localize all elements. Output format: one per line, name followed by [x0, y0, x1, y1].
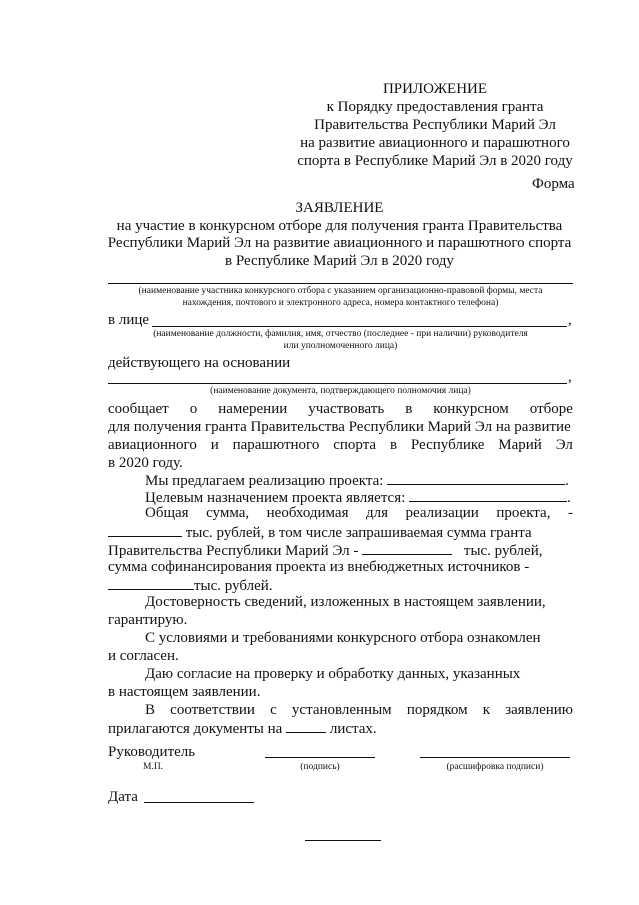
- word: участвовать: [308, 401, 385, 417]
- sum-text: Правительства Республики Марий Эл -: [108, 543, 359, 559]
- appendix-title: ПРИЛОЖЕНИЕ: [382, 81, 488, 97]
- paragraph-line: [145, 701, 573, 719]
- document-hint: (наименование документа, подтверждающего полномочия лица): [210, 386, 471, 396]
- word: реализации: [405, 505, 479, 521]
- participant-field-line[interactable]: [108, 283, 573, 284]
- head-label: Руководитель: [108, 744, 196, 760]
- stamp-label: М.П.: [143, 762, 164, 772]
- sum-text: тыс. рублей.: [194, 578, 273, 594]
- paragraph-line: в настоящем заявлении.: [108, 684, 261, 700]
- paragraph-line: Достоверность сведений, изложенных в настоящем заявлении,: [145, 594, 546, 610]
- paragraph-line: для получения гранта Правительства Республики Марий Эл на развитие: [108, 419, 571, 435]
- word: авиационного: [108, 437, 197, 453]
- grant-sum-field[interactable]: [362, 540, 452, 555]
- basis-label: действующего на основании: [108, 355, 291, 371]
- word: Марий: [498, 437, 542, 453]
- paragraph-line: Даю согласие на проверку и обработку данных, указанных: [145, 666, 521, 682]
- in-person-label: в лице: [108, 312, 150, 328]
- document-title: ЗАЯВЛЕНИЕ: [295, 200, 384, 216]
- word: порядком: [406, 702, 468, 718]
- signature-line[interactable]: [265, 757, 375, 758]
- appendix-line: Правительства Республики Марий Эл: [314, 117, 556, 133]
- paragraph-line: гарантирую.: [108, 612, 188, 628]
- subtitle-line: Республики Марий Эл на развитие авиационного и парашютного спорта: [107, 235, 572, 251]
- purpose-label: Целевым назначением проекта является:: [145, 490, 406, 506]
- decryption-line[interactable]: [420, 757, 570, 758]
- cofinancing-sum-field[interactable]: [108, 575, 194, 590]
- sum-row-total: [108, 522, 573, 542]
- sum-text: тыс. рублей,: [463, 543, 543, 559]
- word: и: [210, 437, 219, 453]
- period: .: [565, 473, 569, 489]
- subtitle-line: на участие в конкурсном отборе для получения гранта Правительства: [116, 218, 563, 234]
- paragraph-line: [145, 504, 573, 522]
- attached-row: [108, 718, 377, 738]
- word: соответствии: [170, 702, 255, 718]
- appendix-line: к Порядку предоставления гранта: [326, 99, 544, 115]
- word: к: [482, 702, 491, 718]
- paragraph-line: [108, 436, 573, 454]
- project-field[interactable]: [387, 470, 565, 485]
- comma: ,: [568, 312, 572, 328]
- attached-text: листах.: [329, 721, 377, 737]
- subtitle-line: в Республике Марий Эл в 2020 году: [225, 253, 454, 269]
- word: проекта,: [496, 505, 551, 521]
- word: с: [270, 702, 277, 718]
- paragraph-line: сумма софинансирования проекта из внебюджетных источников -: [108, 559, 530, 575]
- participant-hint: нахождения, почтового и электронного адреса, номера контактного телефона): [182, 298, 499, 308]
- representative-field-line[interactable]: [152, 326, 567, 327]
- word: сообщает: [108, 401, 169, 417]
- sheets-count-field[interactable]: [286, 718, 326, 733]
- date-label: Дата: [108, 789, 138, 805]
- decryption-hint: (расшифровка подписи): [446, 762, 544, 772]
- period: .: [567, 490, 571, 506]
- paragraph-line: С условиями и требованиями конкурсного отбора ознакомлен: [145, 630, 541, 646]
- word: отборе: [529, 401, 573, 417]
- paragraph-line: в 2020 году.: [108, 455, 183, 471]
- basis-field-line[interactable]: [108, 383, 567, 384]
- word: В: [145, 702, 156, 718]
- word: для: [366, 505, 389, 521]
- end-rule: [305, 840, 381, 841]
- word: парашютного: [232, 437, 320, 453]
- appendix-line: спорта в Республике Марий Эл в 2020 году: [297, 153, 573, 169]
- word: -: [567, 505, 573, 521]
- sum-row-cofinancing: [108, 575, 273, 595]
- word: конкурсном: [433, 401, 509, 417]
- participant-hint: (наименование участника конкурсного отбора с указанием организационно-правовой формы, места: [138, 286, 543, 296]
- paragraph-line: [108, 400, 573, 418]
- word: заявлению: [505, 702, 573, 718]
- appendix-line: на развитие авиационного и парашютного: [300, 135, 570, 151]
- word: сумма,: [206, 505, 250, 521]
- word: Республике: [410, 437, 485, 453]
- signature-hint: (подпись): [300, 762, 340, 772]
- sum-row-grant: [108, 540, 573, 560]
- word: намерении: [218, 401, 288, 417]
- sum-text: тыс. рублей, в том числе запрашиваемая сумма гранта: [185, 525, 532, 541]
- attached-text: прилагаются документы на: [108, 721, 283, 737]
- word: установленным: [291, 702, 392, 718]
- word: Общая: [145, 505, 189, 521]
- representative-hint: (наименование должности, фамилия, имя, отчество (последнее - при наличии) руководителя: [153, 329, 528, 339]
- purpose-field[interactable]: [409, 487, 567, 502]
- word: в: [405, 401, 413, 417]
- word: в: [389, 437, 398, 453]
- representative-hint: или уполномоченного лица): [283, 341, 398, 351]
- comma: ,: [568, 369, 572, 385]
- word: Эл: [555, 437, 573, 453]
- paragraph-line: и согласен.: [108, 648, 179, 664]
- form-label: Форма: [532, 176, 575, 192]
- project-label: Мы предлагаем реализацию проекта:: [145, 473, 384, 489]
- word: спорта: [333, 437, 377, 453]
- word: о: [189, 401, 198, 417]
- total-sum-field[interactable]: [108, 522, 182, 537]
- word: необходимая: [266, 505, 349, 521]
- date-line[interactable]: [144, 802, 254, 803]
